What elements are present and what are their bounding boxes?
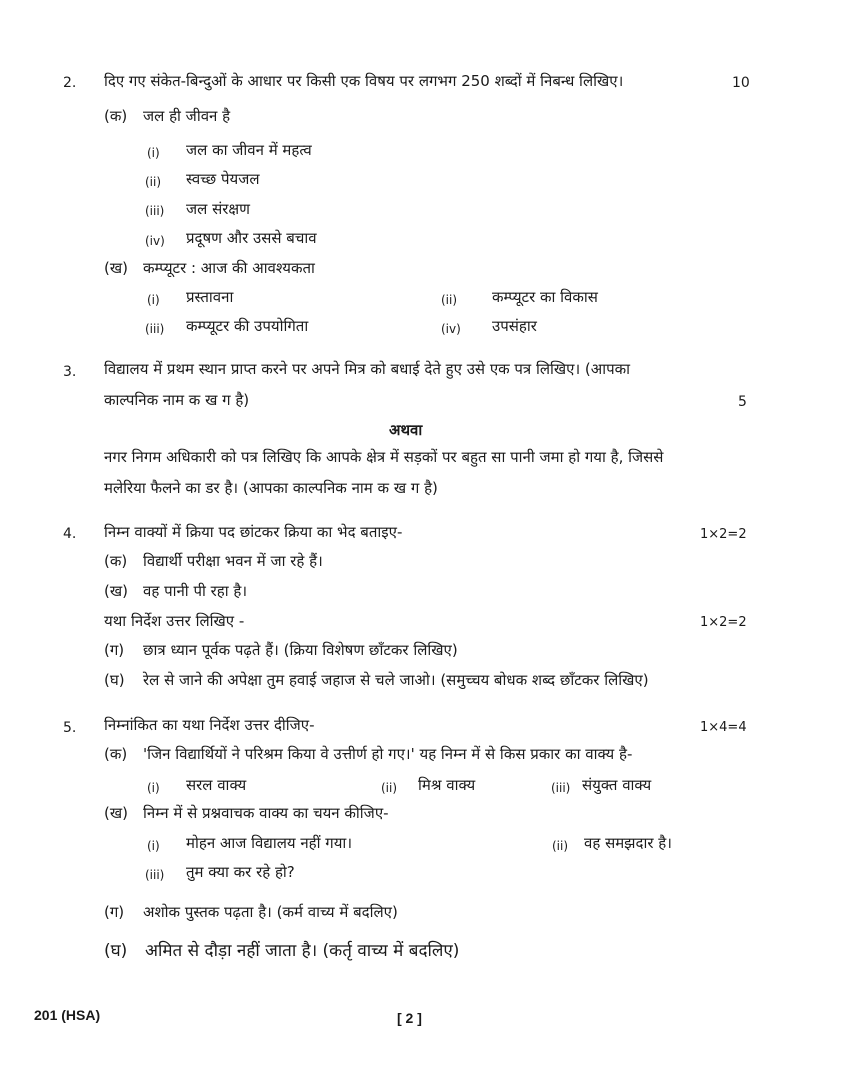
- q5-b-label: (ख): [104, 804, 128, 822]
- q2-b-point-num: (i): [147, 293, 160, 307]
- q3-alt-line1: नगर निगम अधिकारी को पत्र लिखिए कि आपके क्षेत्र में सड़कों पर बहुत सा पानी जमा हो गया है, जिससे: [104, 448, 664, 466]
- q2-b-title: कम्प्यूटर : आज की आवश्यकता: [143, 259, 315, 277]
- q2-b-label: (ख): [104, 259, 128, 277]
- q3-alt-line2: मलेरिया फैलने का डर है। (आपका काल्पनिक नाम क ख ग है): [104, 479, 438, 497]
- q5-b-option: तुम क्या कर रहे हो?: [186, 863, 295, 881]
- q4-text: निम्न वाक्यों में क्रिया पद छांटकर क्रिया का भेद बताइए-: [104, 523, 403, 541]
- q2-b-point-num: (ii): [441, 293, 458, 307]
- q4-a-text: विद्यार्थी परीक्षा भवन में जा रहे हैं।: [143, 552, 323, 570]
- q2-b-point-num: (iii): [145, 322, 165, 336]
- q5-d-text: अमित से दौड़ा नहीं जाता है। (कर्तृ वाच्य में बदलिए): [145, 941, 460, 961]
- q2-a-point-num: (ii): [145, 175, 162, 189]
- q2-b-point: प्रस्तावना: [186, 288, 234, 306]
- q5-a-label: (क): [104, 745, 128, 763]
- q5-d-label: (घ): [104, 941, 128, 961]
- q2-b-point: उपसंहार: [492, 317, 537, 335]
- q2-number: 2.: [63, 75, 77, 91]
- q5-a-option-num: (ii): [381, 781, 398, 795]
- q2-a-title: जल ही जीवन है: [143, 107, 231, 125]
- q5-a-text: 'जिन विद्यार्थियों ने परिश्रम किया वे उत्तीर्ण हो गए।' यह निम्न में से किस प्रकार का वाक्य है-: [143, 745, 633, 763]
- q2-a-point: स्वच्छ पेयजल: [186, 170, 260, 188]
- q5-a-option-num: (iii): [551, 781, 571, 795]
- q5-a-option: सरल वाक्य: [186, 776, 247, 794]
- q5-b-option-num: (ii): [552, 839, 569, 853]
- q4-marks: 1×2=2: [700, 527, 747, 542]
- q4-d-label: (घ): [104, 671, 125, 689]
- q2-b-point-num: (iv): [441, 322, 461, 336]
- or-heading: अथवा: [389, 421, 423, 439]
- q4-number: 4.: [63, 526, 77, 542]
- q5-b-option-num: (i): [147, 839, 160, 853]
- q3-marks: 5: [738, 394, 747, 410]
- q2-a-point-num: (iii): [145, 204, 165, 218]
- q5-a-option: संयुक्त वाक्य: [582, 776, 652, 794]
- q5-number: 5.: [63, 720, 77, 736]
- q5-text: निम्नांकित का यथा निर्देश उत्तर दीजिए-: [104, 716, 315, 734]
- q2-a-point: प्रदूषण और उससे बचाव: [186, 229, 317, 247]
- q2-marks: 10: [732, 75, 750, 91]
- q5-marks: 1×4=4: [700, 720, 747, 735]
- q5-b-text: निम्न में से प्रश्नवाचक वाक्य का चयन कीजिए-: [143, 804, 389, 822]
- q2-a-point-num: (iv): [145, 234, 165, 248]
- q2-a-label: (क): [104, 107, 128, 125]
- q2-b-point: कम्प्यूटर की उपयोगिता: [186, 317, 309, 335]
- q5-c-text: अशोक पुस्तक पढ़ता है। (कर्म वाच्य में बदलिए): [143, 903, 398, 921]
- q3-line2: काल्पनिक नाम क ख ग है): [104, 391, 250, 409]
- q4-instruction: यथा निर्देश उत्तर लिखिए -: [104, 612, 245, 630]
- q4-d-text: रेल से जाने की अपेक्षा तुम हवाई जहाज से चले जाओ। (समुच्चय बोधक शब्द छाँटकर लिखिए): [143, 671, 649, 689]
- page-number: [ 2 ]: [397, 1010, 422, 1026]
- q4-a-label: (क): [104, 552, 128, 570]
- paper-code: 201 (HSA): [34, 1007, 101, 1023]
- q2-b-point: कम्प्यूटर का विकास: [492, 288, 598, 306]
- q5-b-option: वह समझदार है।: [584, 834, 672, 852]
- q2-text: दिए गए संकेत-बिन्दुओं के आधार पर किसी एक विषय पर लगभग 250 शब्दों में निबन्ध लिखिए।: [104, 72, 624, 90]
- q5-b-option-num: (iii): [145, 868, 165, 882]
- q5-b-option: मोहन आज विद्यालय नहीं गया।: [186, 834, 352, 852]
- q4-b-text: वह पानी पी रहा है।: [143, 582, 248, 600]
- q3-line1: विद्यालय में प्रथम स्थान प्राप्त करने पर अपने मित्र को बधाई देते हुए उसे एक पत्र लिखिए। (आपका: [104, 360, 631, 378]
- q3-number: 3.: [63, 364, 77, 380]
- q4-b-label: (ख): [104, 582, 128, 600]
- q2-a-point: जल का जीवन में महत्व: [186, 141, 312, 159]
- q2-a-point-num: (i): [147, 146, 160, 160]
- q4-c-label: (ग): [104, 641, 125, 659]
- q4-c-text: छात्र ध्यान पूर्वक पढ़ते हैं। (क्रिया विशेषण छाँटकर लिखिए): [143, 641, 458, 659]
- q2-a-point: जल संरक्षण: [186, 200, 250, 218]
- q5-c-label: (ग): [104, 903, 125, 921]
- q4-marks-2: 1×2=2: [700, 615, 747, 630]
- q5-a-option: मिश्र वाक्य: [418, 776, 476, 794]
- q5-a-option-num: (i): [147, 781, 160, 795]
